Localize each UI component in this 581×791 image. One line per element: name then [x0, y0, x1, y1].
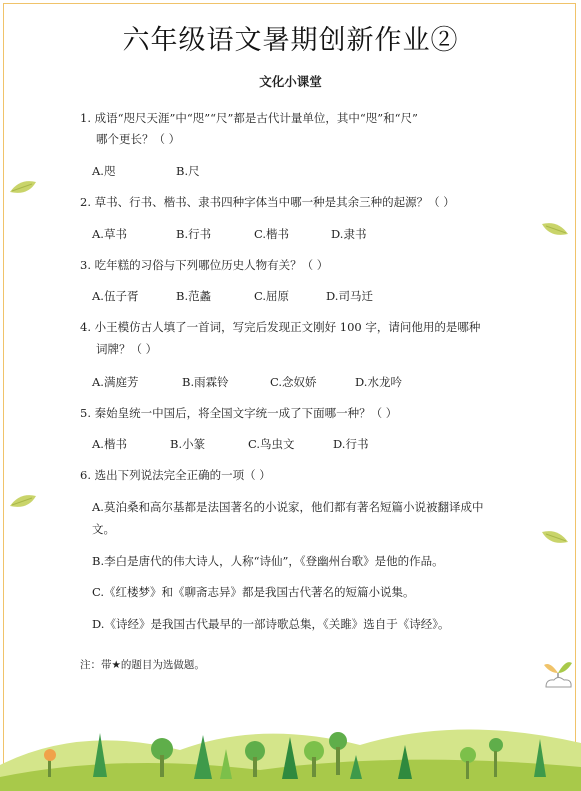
page-title: 六年级语文暑期创新作业② — [122, 25, 459, 56]
question-4: 4. 小王模仿古人填了一首词，写完后发现正文刚好 100 字，请问他用的是哪种 — [80, 320, 481, 334]
q1-option-b: B.尺 — [176, 164, 200, 178]
question-4-cont: 词牌？（ ） — [96, 342, 158, 356]
q5-option-b: B.小篆 — [170, 437, 206, 451]
question-2: 2. 草书、行书、楷书、隶书四种字体当中哪一种是其余三种的起源？（ ） — [80, 195, 455, 209]
q3-option-d: D.司马迁 — [326, 289, 373, 303]
q4-option-c: C.念奴娇 — [270, 375, 317, 389]
q5-option-a: A.楷书 — [92, 437, 127, 451]
question-1: 1. 成语“咫尺天涯”中“咫”“尺”都是古代计量单位，其中“咫”和“尺” — [80, 111, 418, 125]
question-3: 3. 吃年糕的习俗与下列哪位历史人物有关？（ ） — [80, 258, 329, 272]
leaf-icon — [540, 528, 570, 548]
leaf-icon — [8, 178, 38, 198]
q1-option-a: A.咫 — [92, 164, 116, 178]
leaf-icon — [8, 492, 38, 512]
q3-option-a: A.伍子胥 — [92, 289, 139, 303]
q2-option-a: A.草书 — [92, 227, 127, 241]
q6-option-a: A.莫泊桑和高尔基都是法国著名的小说家，他们都有著名短篇小说被翻译成中文。 — [92, 500, 484, 536]
question-1-cont: 哪个更长？（ ） — [96, 132, 181, 146]
q2-option-d: D.隶书 — [331, 227, 367, 241]
q5-option-d: D.行书 — [333, 437, 369, 451]
q6-option-d: D.《诗经》是我国古代最早的一部诗歌总集，《关雎》选自于《诗经》。 — [92, 617, 450, 631]
section-subtitle: 文化小课堂 — [259, 74, 322, 89]
question-5: 5. 秦始皇统一中国后，将全国文字统一成了下面哪一种？（ ） — [80, 406, 398, 420]
q6-option-b: B.李白是唐代的伟大诗人，人称“诗仙”，《登幽州台歌》是他的作品。 — [92, 554, 444, 568]
q4-option-a: A.满庭芳 — [92, 375, 139, 389]
q3-option-c: C.屈原 — [254, 289, 290, 303]
q6-option-c: C.《红楼梦》和《聊斋志异》都是我国古代著名的短篇小说集。 — [92, 585, 415, 599]
q4-option-d: D.水龙吟 — [355, 375, 402, 389]
sprout-icon — [540, 655, 576, 691]
q3-option-b: B.范蠡 — [176, 289, 212, 303]
question-6: 6. 选出下列说法完全正确的一项（ ） — [80, 468, 271, 482]
footnote: 注：带★的题目为选做题。 — [80, 659, 205, 671]
q5-option-c: C.鸟虫文 — [248, 437, 295, 451]
q2-option-b: B.行书 — [176, 227, 212, 241]
q2-option-c: C.楷书 — [254, 227, 290, 241]
leaf-icon — [540, 220, 570, 240]
landscape-illustration — [0, 715, 581, 791]
q4-option-b: B.雨霖铃 — [182, 375, 229, 389]
